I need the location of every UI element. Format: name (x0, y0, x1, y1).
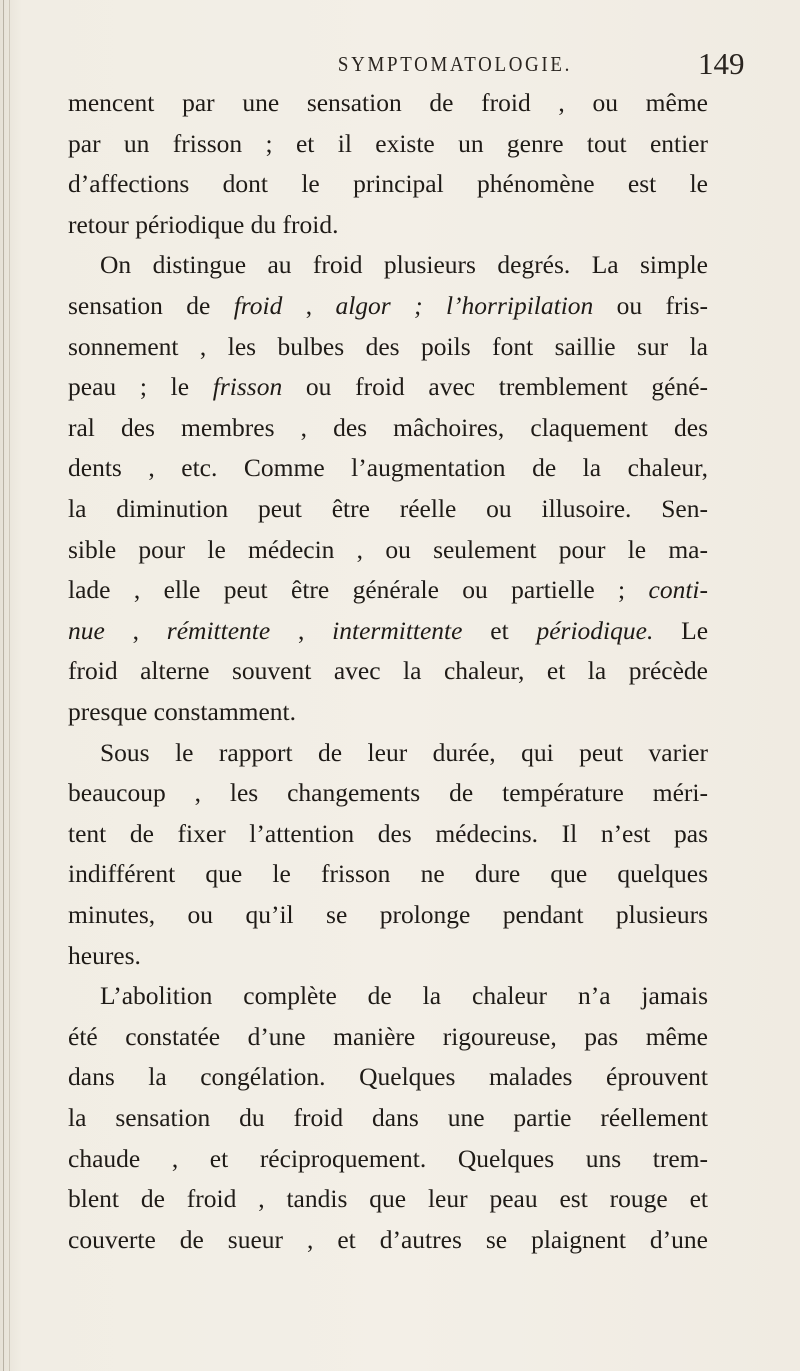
text-run: sensation de (68, 291, 234, 320)
text-run: tent de fixer l’attention des médecins. Il n’est pas (68, 818, 708, 848)
italic-term: frisson (212, 372, 283, 402)
text-run: peau ; le (68, 372, 213, 402)
text-run: chaude , et réciproquement. Quelques uns trem- (68, 1143, 708, 1173)
italic-term: périodique. (536, 615, 654, 645)
text-run: dans la congélation. Quelques malades éprouvent (68, 1062, 708, 1092)
text-line (68, 979, 708, 1019)
text-run: retour périodique du froid. (68, 209, 339, 239)
text-run: minutes, ou qu’il se prolonge pendant plusieurs (68, 900, 708, 929)
text-line (68, 939, 708, 979)
text-line (68, 1101, 708, 1141)
text-run: heures. (68, 940, 141, 970)
text-line (68, 695, 708, 735)
text-run: et (462, 615, 537, 645)
italic-term: froid (233, 291, 283, 320)
text-run: presque constamment. (68, 697, 297, 726)
text-run: couverte de sueur , et d’autres se plaignent d’une (68, 1224, 708, 1254)
text-run: par un frisson ; et il existe un genre tout entier (68, 128, 708, 158)
text-line (68, 451, 708, 491)
italic-term: algor ; l’horripilation (335, 291, 594, 320)
text-run: , (104, 615, 167, 645)
text-line (68, 614, 708, 654)
text-run: été constatée d’une manière rigoureuse, pas même (68, 1021, 708, 1051)
text-run: , (270, 615, 333, 645)
text-run: dents , etc. Comme l’augmentation de la chaleur, (68, 453, 708, 483)
text-line (68, 857, 708, 897)
text-line (68, 1182, 708, 1222)
text-line (68, 86, 708, 126)
text-line (68, 370, 708, 410)
text-run: indifférent que le frisson ne dure que quelques (68, 859, 708, 889)
text-line (68, 573, 708, 613)
text-run: sonnement , les bulbes des poils font saillie sur la (68, 331, 708, 361)
text-run: ou fris- (593, 291, 709, 320)
text-line (68, 127, 708, 167)
text-run: d’affections dont le principal phénomène est le (68, 169, 708, 199)
text-run: froid alterne souvent avec la chaleur, et la précède (68, 656, 708, 686)
text-run: beaucoup , les changements de température méri- (68, 778, 708, 808)
text-line (68, 492, 708, 532)
text-run: mencent par une sensation de froid , ou même (68, 88, 708, 117)
text-line (68, 411, 708, 451)
text-line (68, 167, 708, 207)
running-title: SYMPTOMATOLOGIE. (337, 52, 573, 76)
text-line (68, 289, 708, 329)
text-run: ral des membres , des mâchoires, claquement des (68, 412, 708, 442)
italic-term: intermittente (332, 615, 463, 645)
text-run: Le (653, 615, 709, 645)
text-line (68, 776, 708, 816)
text-run: sible pour le médecin , ou seulement pour le ma- (68, 534, 708, 564)
text-run: blent de froid , tandis que leur peau est rouge et (68, 1184, 708, 1214)
text-run: la diminution peut être réelle ou illusoire. Sen- (68, 494, 708, 523)
text-line (68, 248, 708, 288)
text-line (68, 208, 708, 248)
text-run: lade , elle peut être générale ou partielle ; (68, 575, 649, 605)
text-line (68, 654, 708, 694)
text-line (68, 330, 708, 370)
text-run: , (282, 291, 336, 320)
text-line (68, 1142, 708, 1182)
page-edge-line (3, 0, 4, 1371)
text-line (68, 898, 708, 938)
text-line (68, 817, 708, 857)
italic-term: nue (68, 615, 105, 645)
page-number: 149 (698, 46, 745, 81)
italic-term: rémittente (166, 615, 271, 645)
text-run: L’abolition complète de la chaleur n’a jamais (100, 981, 708, 1011)
text-run: la sensation du froid dans une partie réellement (68, 1103, 708, 1132)
page-edge-line (9, 0, 10, 1371)
text-line (68, 533, 708, 573)
text-run: On distingue au froid plusieurs degrés. La simple (100, 250, 708, 280)
text-line (68, 1223, 708, 1263)
text-line (68, 736, 708, 776)
text-line (68, 1060, 708, 1100)
text-run: Sous le rapport de leur durée, qui peut varier (100, 737, 708, 767)
italic-term: conti- (648, 575, 708, 605)
text-line (68, 1020, 708, 1060)
text-run: ou froid avec tremblement géné- (282, 372, 708, 402)
